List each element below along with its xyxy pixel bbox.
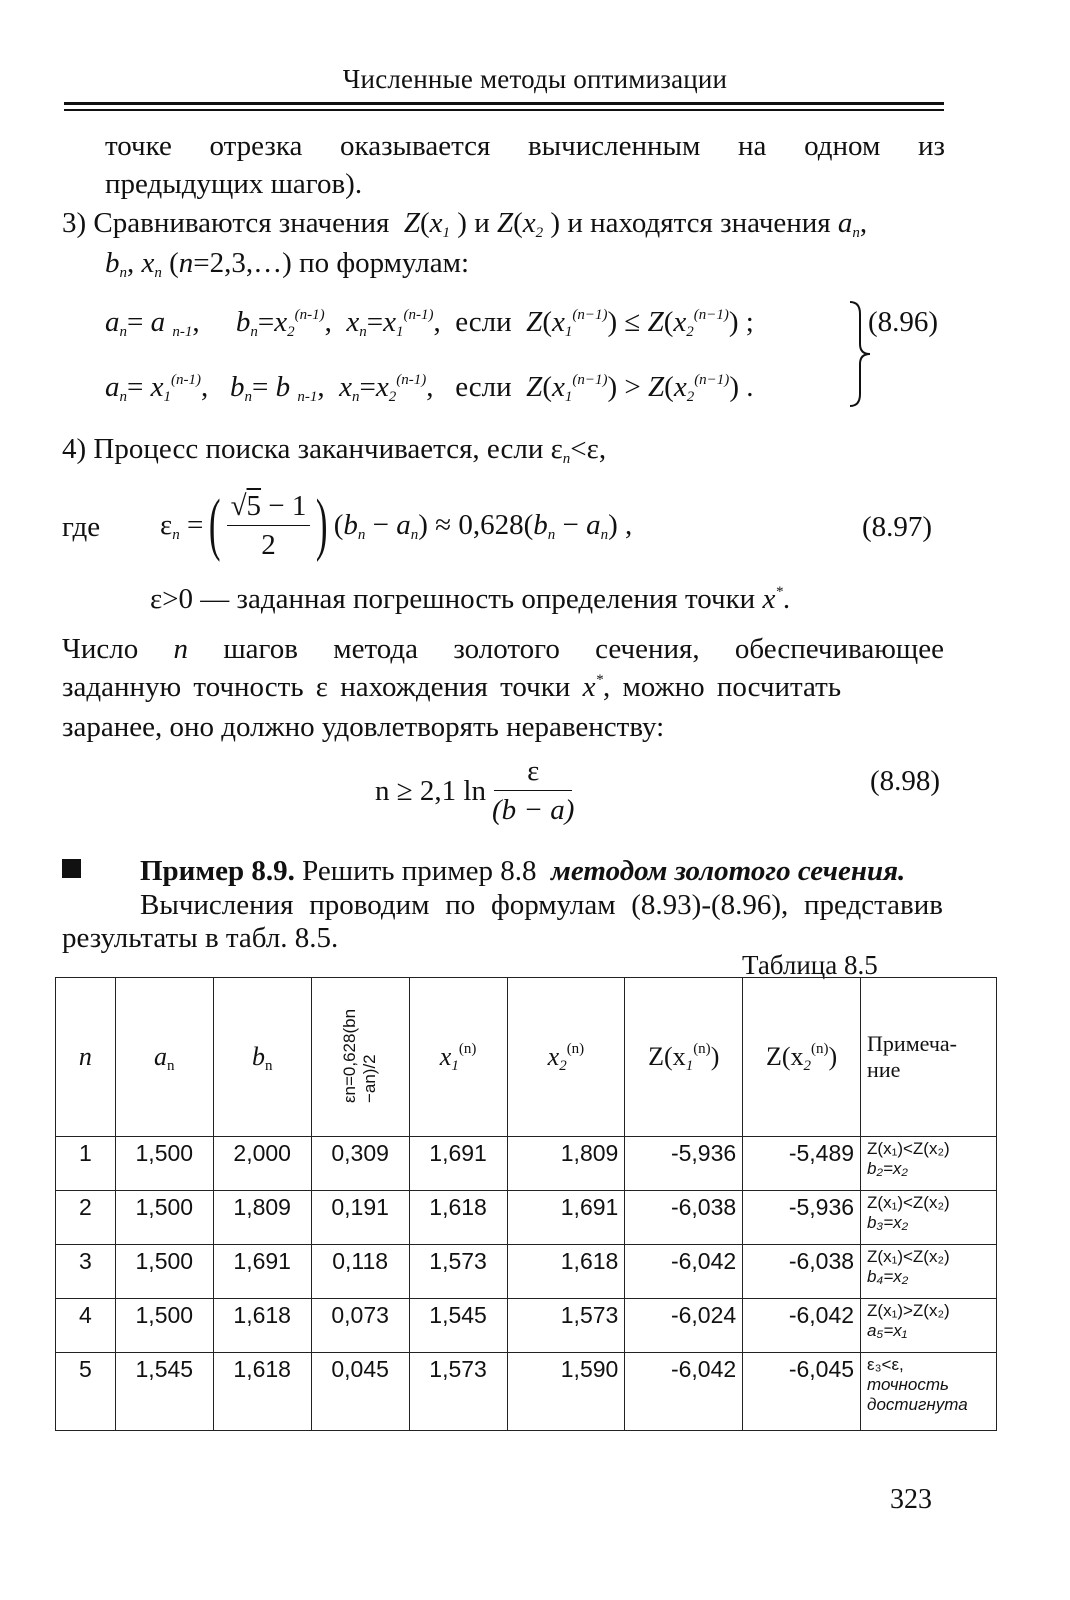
- col-header-a: $a_n$: [115, 978, 213, 1137]
- cell-x1: 1,618: [409, 1191, 507, 1245]
- cell-x2: 1,809: [507, 1137, 625, 1191]
- cell-b: 2,000: [213, 1137, 311, 1191]
- table-caption: Таблица 8.5: [742, 950, 878, 980]
- col-header-b: $b_n$: [213, 978, 311, 1137]
- table-header-row: [56, 978, 997, 1137]
- formula-8-97: $\varepsilon_n$ = ( $\frac{√5 - 1}{2}$ ) $(b_n - a_n)$ ≈ 0,628( $b_n - a_n$) ,: [160, 486, 633, 563]
- cell-z1: -6,024: [625, 1299, 743, 1353]
- cell-note: [861, 1137, 997, 1191]
- note-condition: ε₃<ε,: [867, 1355, 904, 1374]
- cell-b: 1,618: [213, 1353, 311, 1431]
- note-condition: Z(x₁)<Z(x₂): [867, 1193, 950, 1212]
- cell-n: 5: [56, 1353, 116, 1431]
- cell-x2: 1,618: [507, 1245, 625, 1299]
- note-condition: Z(x₁)>Z(x₂): [867, 1301, 950, 1320]
- calc-line-1: Вычисления проводим по формулам (8.93)-(8.96), представив: [140, 889, 943, 921]
- cell-z1: -6,042: [625, 1353, 743, 1431]
- col-header-x1: $x_1^{(n)}$: [409, 978, 507, 1137]
- note-condition: Z(x₁)<Z(x₂): [867, 1247, 950, 1266]
- equation-number-8-96: (8.96): [868, 306, 939, 338]
- cell-a: 1,500: [115, 1137, 213, 1191]
- cell-x2: 1,691: [507, 1191, 625, 1245]
- cell-b: 1,618: [213, 1299, 311, 1353]
- cell-z2: -6,038: [743, 1245, 861, 1299]
- note-action: b₃=x₂: [867, 1213, 909, 1232]
- table-row: [56, 1353, 997, 1431]
- cell-n: 4: [56, 1299, 116, 1353]
- note-action: b₄=x₂: [867, 1267, 909, 1286]
- cell-a: 1,500: [115, 1191, 213, 1245]
- calc-line-2: результаты в табл. 8.5.: [62, 922, 339, 954]
- cell-z2: -5,936: [743, 1191, 861, 1245]
- results-table: [55, 977, 997, 1431]
- equation-number-8-98: (8.98): [870, 765, 941, 797]
- equation-number-8-97: (8.97): [862, 511, 933, 543]
- cell-epsilon: 0,073: [311, 1299, 409, 1353]
- para-line-2: заданную точность ε нахождения точки x*, можно посчитать: [62, 671, 842, 703]
- para-line-1: Число n шагов метода золотого сечения, обеспечивающее: [62, 633, 944, 665]
- cell-epsilon: 0,191: [311, 1191, 409, 1245]
- table-row: [56, 1191, 997, 1245]
- col-header-z2: $Z(x_2^{(n)})$: [743, 978, 861, 1137]
- step-4-line: 4) Процесс поиска заканчивается, если $\varepsilon_n<\varepsilon$,: [62, 433, 607, 467]
- cell-z2: -5,489: [743, 1137, 861, 1191]
- note-action: b₂=x₂: [867, 1159, 908, 1178]
- cell-b: 1,809: [213, 1191, 311, 1245]
- step-3-line: 3) Сравниваются значения $Z(x_1$ ) и $Z(x_2$ ) и находятся значения $a_n$,: [62, 207, 868, 241]
- epsilon-definition: ε>0 — заданная погрешность определения точки x*.: [150, 583, 791, 615]
- col-header-note: Примеча-ние: [861, 978, 997, 1137]
- running-header: Численные методы оптимизации: [342, 64, 728, 94]
- bullet-square: [62, 859, 81, 878]
- cell-a: 1,545: [115, 1353, 213, 1431]
- cell-a: 1,500: [115, 1245, 213, 1299]
- cell-x1: 1,573: [409, 1245, 507, 1299]
- cell-x2: 1,590: [507, 1353, 625, 1431]
- cell-n: 3: [56, 1245, 116, 1299]
- cell-z1: -6,042: [625, 1245, 743, 1299]
- text-line-1: точке отрезка оказывается вычисленным на одном из: [105, 130, 945, 162]
- table-row: [56, 1299, 997, 1353]
- formula-8-96-row-1: $a_n= a$ $_{n-1}$, $b_n=x_2^{(n-1)}$, $x_n=x_1^{(n-1)}$, если $Z(x_1^{(n-1)}) \le Z(x_2^{(n-1)})$ ;: [105, 306, 754, 340]
- cell-epsilon: 0,045: [311, 1353, 409, 1431]
- col-header-x2: $x_2^{(n)}$: [507, 978, 625, 1137]
- header-rule-thick: [64, 102, 944, 105]
- formula-8-96-row-2: $a_n= x_1^{(n-1)}$, $b_n= b$ $_{n-1}$, $x_n=x_2^{(n-1)}$, если $Z(x_1^{(n-1)}) > Z(x_2^{(n-1)})$ .: [105, 371, 754, 405]
- cell-epsilon: 0,309: [311, 1137, 409, 1191]
- cell-note: [861, 1191, 997, 1245]
- cell-epsilon: 0,118: [311, 1245, 409, 1299]
- cell-note: [861, 1299, 997, 1353]
- cell-a: 1,500: [115, 1299, 213, 1353]
- note-action: a₅=x₁: [867, 1321, 908, 1340]
- cell-z2: -6,045: [743, 1353, 861, 1431]
- formula-8-98: n ≥ 2,1 ln $\frac{\varepsilon}{(b - a)}$: [375, 752, 574, 829]
- table-row: [56, 1137, 997, 1191]
- cell-x1: 1,573: [409, 1353, 507, 1431]
- cell-x2: 1,573: [507, 1299, 625, 1353]
- table-body: [56, 1137, 997, 1431]
- col-header-n: n: [56, 978, 116, 1137]
- where-label: где: [62, 511, 101, 543]
- cell-note: [861, 1245, 997, 1299]
- cell-n: 1: [56, 1137, 116, 1191]
- note-action: точность достигнута: [867, 1375, 968, 1414]
- cell-x1: 1,545: [409, 1299, 507, 1353]
- cell-z1: -5,936: [625, 1137, 743, 1191]
- cell-n: 2: [56, 1191, 116, 1245]
- step-3-line-2: $b_n$, $x_n$ (n=2,3,…) по формулам:: [105, 247, 470, 281]
- cell-b: 1,691: [213, 1245, 311, 1299]
- cell-note: [861, 1353, 997, 1431]
- cell-z1: -6,038: [625, 1191, 743, 1245]
- table-row: [56, 1245, 997, 1299]
- example-heading: Пример 8.9. Решить пример 8.8 методом золотого сечения.: [140, 855, 906, 887]
- cell-z2: -6,042: [743, 1299, 861, 1353]
- col-header-epsilon: εn=0,628(bn −an)/2: [311, 978, 409, 1137]
- text-line-2: предыдущих шагов).: [105, 168, 363, 200]
- col-header-z1: $Z(x_1^{(n)})$: [625, 978, 743, 1137]
- page-number: 323: [890, 1484, 932, 1515]
- header-rule-thin: [64, 109, 944, 111]
- cell-x1: 1,691: [409, 1137, 507, 1191]
- note-condition: Z(x₁)<Z(x₂): [867, 1139, 950, 1158]
- para-line-3: заранее, оно должно удовлетворять неравенству:: [62, 711, 665, 743]
